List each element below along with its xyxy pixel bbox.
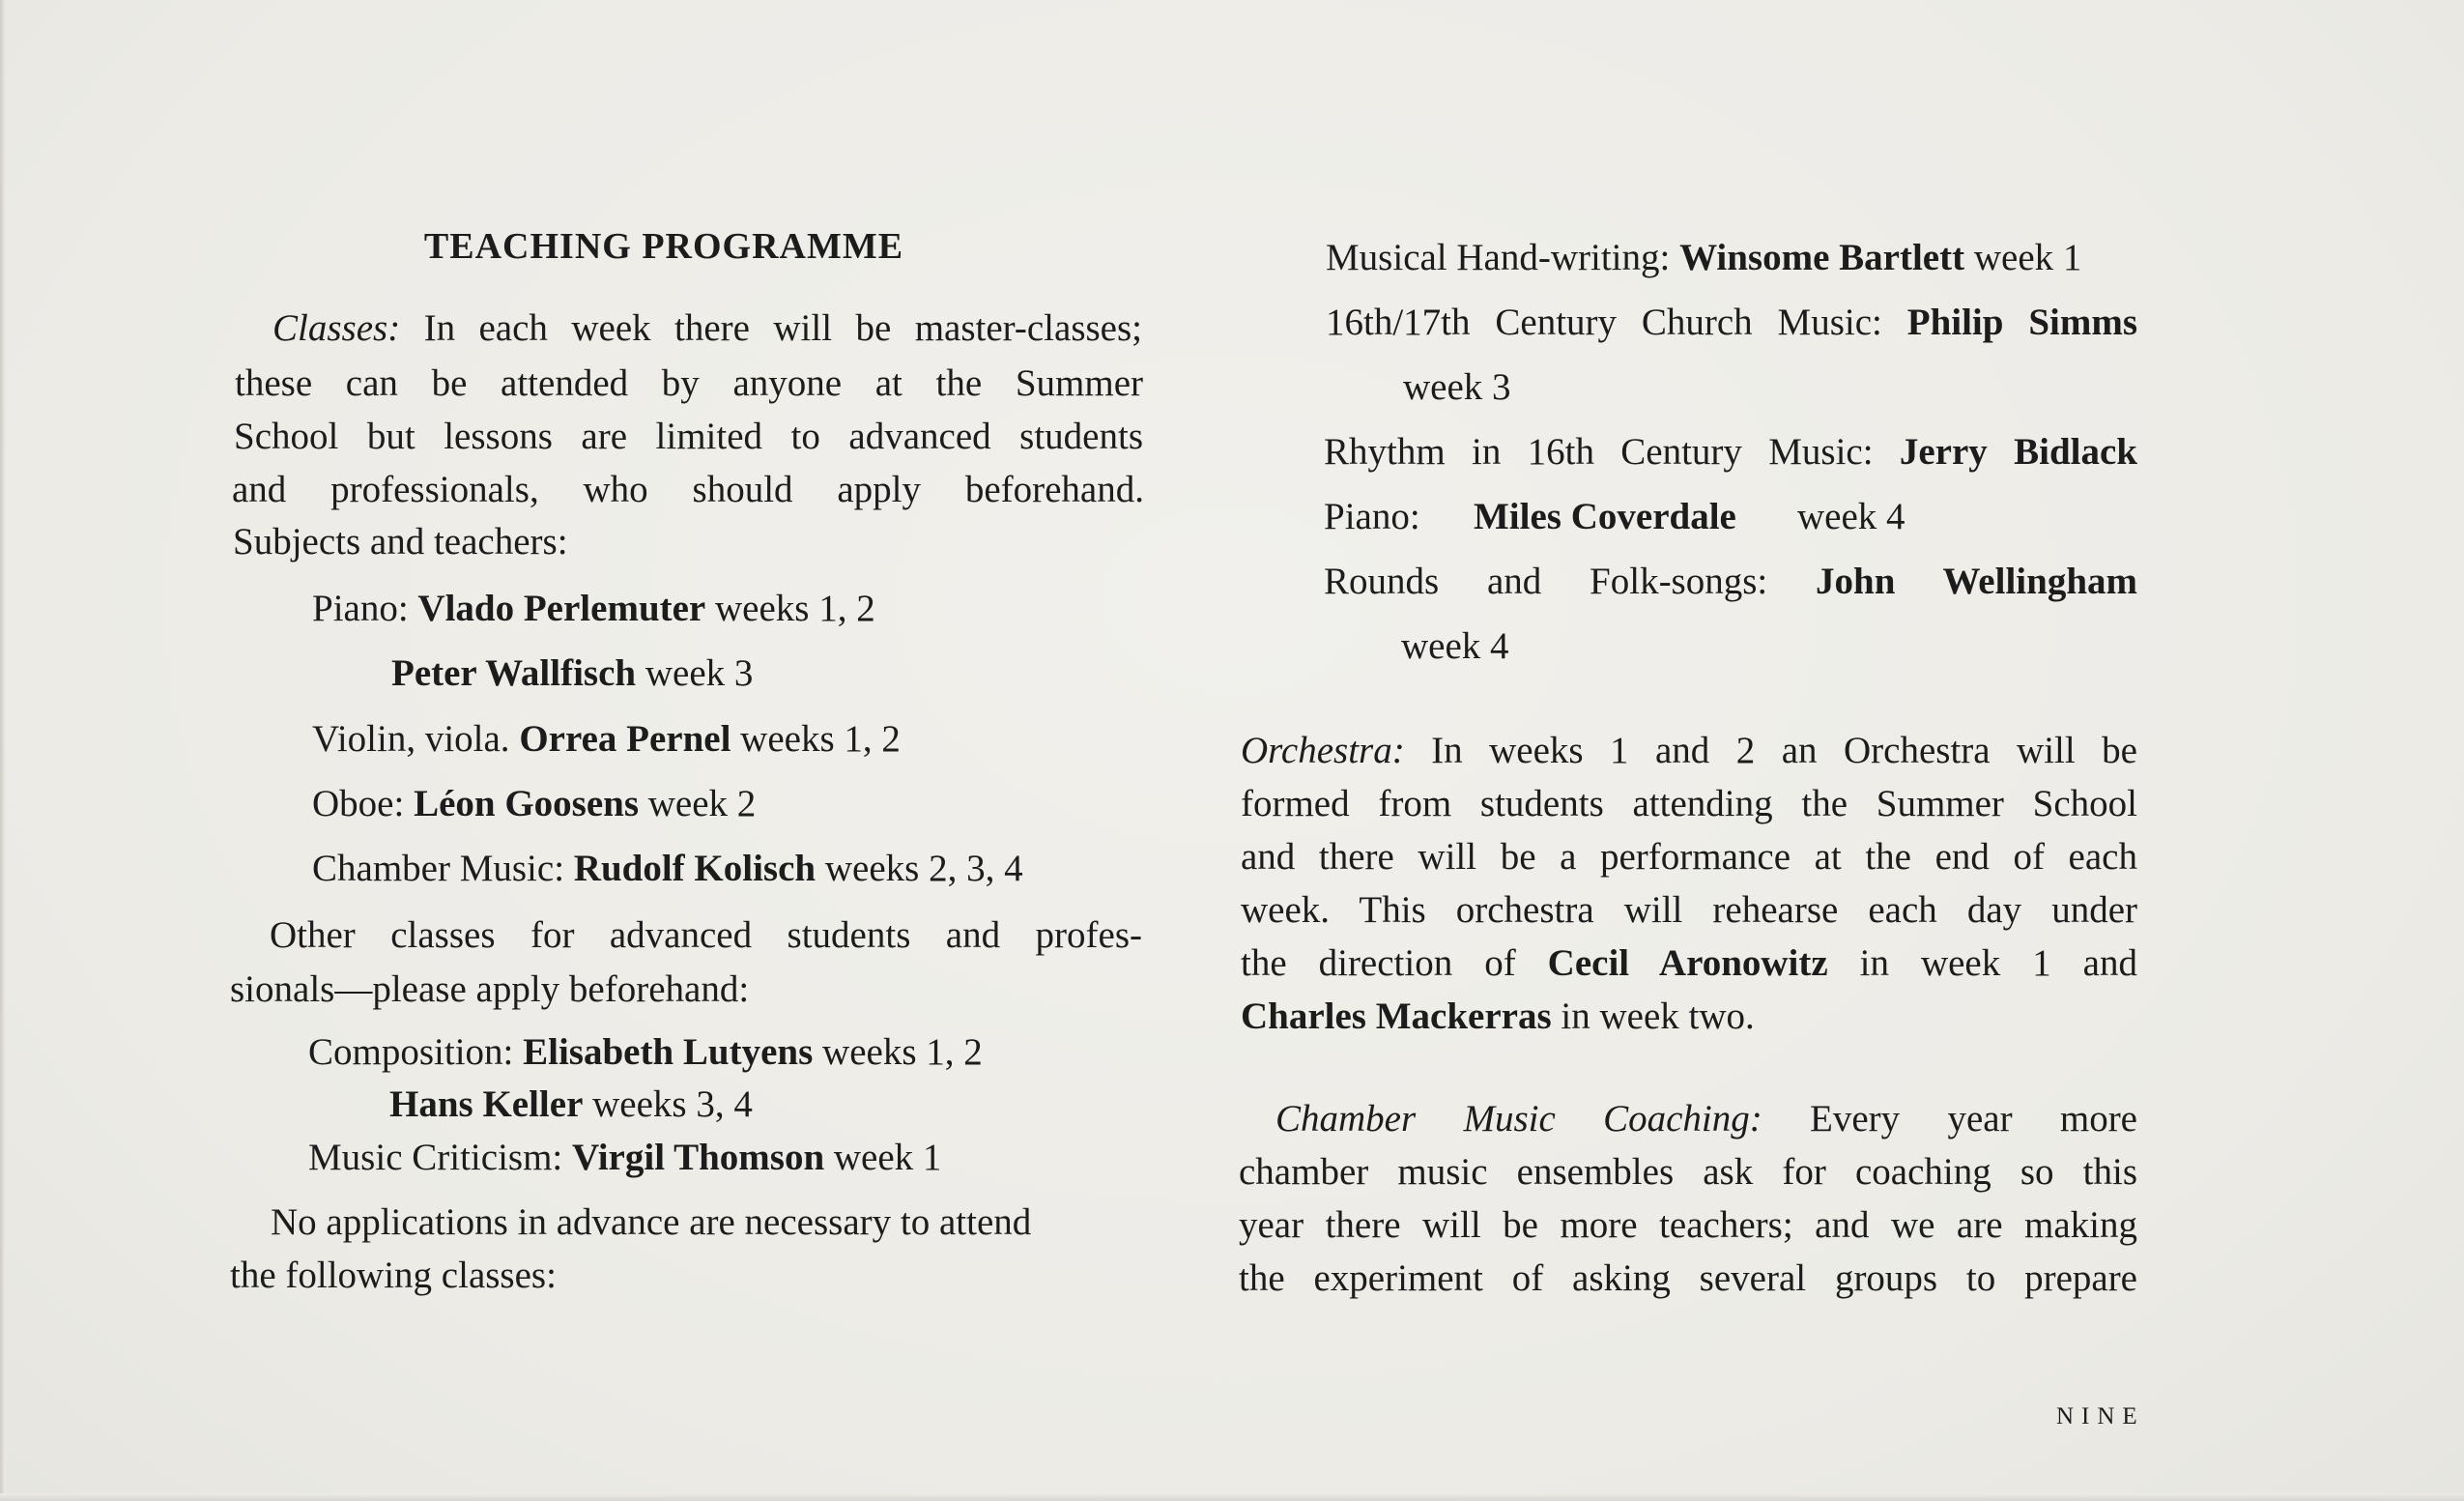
class-piano-teacher-wrap xyxy=(1474,490,1736,543)
coaching-label: Chamber Music Coaching: xyxy=(1275,1098,1762,1140)
subject-oboe xyxy=(312,777,756,830)
subject-piano-label: Piano: xyxy=(312,588,418,629)
classes-line-4: and professionals, who should apply beforehand. xyxy=(232,469,1144,510)
classes-line-1 xyxy=(272,302,1142,355)
page-edge-bottom xyxy=(0,1493,2464,1501)
class-handwriting-label: Musical Hand-writing: xyxy=(1326,237,1680,278)
teacher-perlemuter: Vlado Perlemuter xyxy=(417,588,706,629)
teacher-lutyens: Elisabeth Lutyens xyxy=(523,1031,814,1073)
class-church xyxy=(1326,296,2137,349)
teacher-thomson: Virgil Thomson xyxy=(572,1137,825,1178)
coaching-text-1: Every year more xyxy=(1762,1098,2137,1140)
class-handwriting xyxy=(1326,231,2081,284)
classes-line-2: these can be attended by anyone at the Summer xyxy=(235,362,1143,404)
subject-chamber xyxy=(312,842,1023,895)
class-church-weeks: week 3 xyxy=(1403,366,1511,408)
teacher-coverdale: Miles Coverdale xyxy=(1474,496,1736,537)
subject-oboe-weeks: week 2 xyxy=(639,783,757,824)
teacher-bartlett: Winsome Bartlett xyxy=(1679,237,1965,278)
subject-criticism xyxy=(308,1131,941,1184)
subject-piano-weeks: weeks 1, 2 xyxy=(705,588,875,629)
teacher-keller: Hans Keller xyxy=(389,1083,584,1125)
orchestra-text-5a: the direction of xyxy=(1241,942,1548,984)
teacher-bidlack: Jerry Bidlack xyxy=(1899,431,2137,473)
coaching-line-4: the experiment of asking several groups to prepare xyxy=(1239,1257,2137,1299)
other-line-1: Other classes for advanced students and profes- xyxy=(270,914,1142,956)
orchestra-line-3: and there will be a performance at the end of each xyxy=(1241,836,2137,878)
subject-composition-2 xyxy=(389,1078,753,1131)
orchestra-line-2: formed from students attending the Summer School xyxy=(1241,783,2137,824)
subject-chamber-label: Chamber Music: xyxy=(312,848,574,889)
class-church-label: 16th/17th Century Church Music: xyxy=(1326,302,1907,343)
teacher-wellingham: John Wellingham xyxy=(1816,561,2137,602)
subject-piano-2-weeks: week 3 xyxy=(636,652,754,694)
class-rhythm-label: Rhythm in 16th Century Music: xyxy=(1324,431,1900,473)
conductor-mackerras: Charles Mackerras xyxy=(1241,996,1552,1037)
no-applications-line-2: the following classes: xyxy=(230,1255,557,1296)
page-edge-left xyxy=(0,0,6,1501)
orchestra-text-1: In weeks 1 and 2 an Orchestra will be xyxy=(1404,730,2137,771)
orchestra-label: Orchestra: xyxy=(1241,730,1405,771)
class-rounds xyxy=(1324,555,2137,608)
classes-label: Classes: xyxy=(272,307,401,349)
class-piano-weeks: week 4 xyxy=(1797,496,1905,537)
teacher-kolisch: Rudolf Kolisch xyxy=(573,848,817,889)
class-rhythm xyxy=(1324,425,2137,478)
class-rounds-weeks: week 4 xyxy=(1401,625,1509,667)
coaching-line-2: chamber music ensembles ask for coaching so this xyxy=(1239,1151,2137,1193)
class-piano-label: Piano: xyxy=(1324,496,1420,537)
subject-criticism-label: Music Criticism: xyxy=(308,1137,572,1178)
teacher-goosens: Léon Goosens xyxy=(414,783,640,824)
conductor-aronowitz: Cecil Aronowitz xyxy=(1547,942,1828,984)
class-rounds-label: Rounds and Folk-songs: xyxy=(1324,561,1817,602)
subject-composition-weeks: weeks 1, 2 xyxy=(813,1031,983,1073)
class-handwriting-weeks: week 1 xyxy=(1964,237,2082,278)
classes-line-3: School but lessons are limited to advanced students xyxy=(234,416,1143,457)
orchestra-line-5 xyxy=(1241,937,2137,990)
subject-piano-2 xyxy=(391,647,753,700)
page-number: NINE xyxy=(2056,1403,2145,1429)
orchestra-text-5b: in week 1 and xyxy=(1827,942,2137,984)
no-applications-line-1: No applications in advance are necessary to attend xyxy=(271,1201,1032,1243)
other-line-2: sionals—please apply beforehand: xyxy=(230,968,750,1010)
orchestra-line-1 xyxy=(1241,724,2137,777)
subject-violin-label: Violin, viola. xyxy=(312,718,520,760)
classes-line-5: Subjects and teachers: xyxy=(233,521,568,563)
subject-composition xyxy=(308,1025,983,1079)
subject-chamber-weeks: weeks 2, 3, 4 xyxy=(816,848,1023,889)
orchestra-line-4: week. This orchestra will rehearse each day under xyxy=(1241,889,2137,931)
subject-violin-weeks: weeks 1, 2 xyxy=(731,718,901,760)
coaching-line-3: year there will be more teachers; and we are making xyxy=(1239,1204,2137,1246)
class-piano xyxy=(1324,490,1420,543)
subject-composition-label: Composition: xyxy=(308,1031,524,1073)
subject-composition-2-weeks: weeks 3, 4 xyxy=(583,1083,753,1125)
teacher-pernel: Orrea Pernel xyxy=(519,718,731,760)
orchestra-line-6 xyxy=(1241,990,1755,1043)
subject-violin xyxy=(312,712,901,765)
teacher-wallfisch: Peter Wallfisch xyxy=(391,652,637,694)
teacher-simms: Philip Simms xyxy=(1906,302,2137,343)
coaching-line-1 xyxy=(1275,1092,2137,1145)
subject-piano xyxy=(312,582,875,635)
classes-text-1: In each week there will be master-classes; xyxy=(400,307,1142,349)
subject-criticism-weeks: week 1 xyxy=(824,1137,942,1178)
orchestra-text-6: in week two. xyxy=(1551,996,1755,1037)
page-heading: TEACHING PROGRAMME xyxy=(423,226,904,267)
subject-oboe-label: Oboe: xyxy=(312,783,415,824)
